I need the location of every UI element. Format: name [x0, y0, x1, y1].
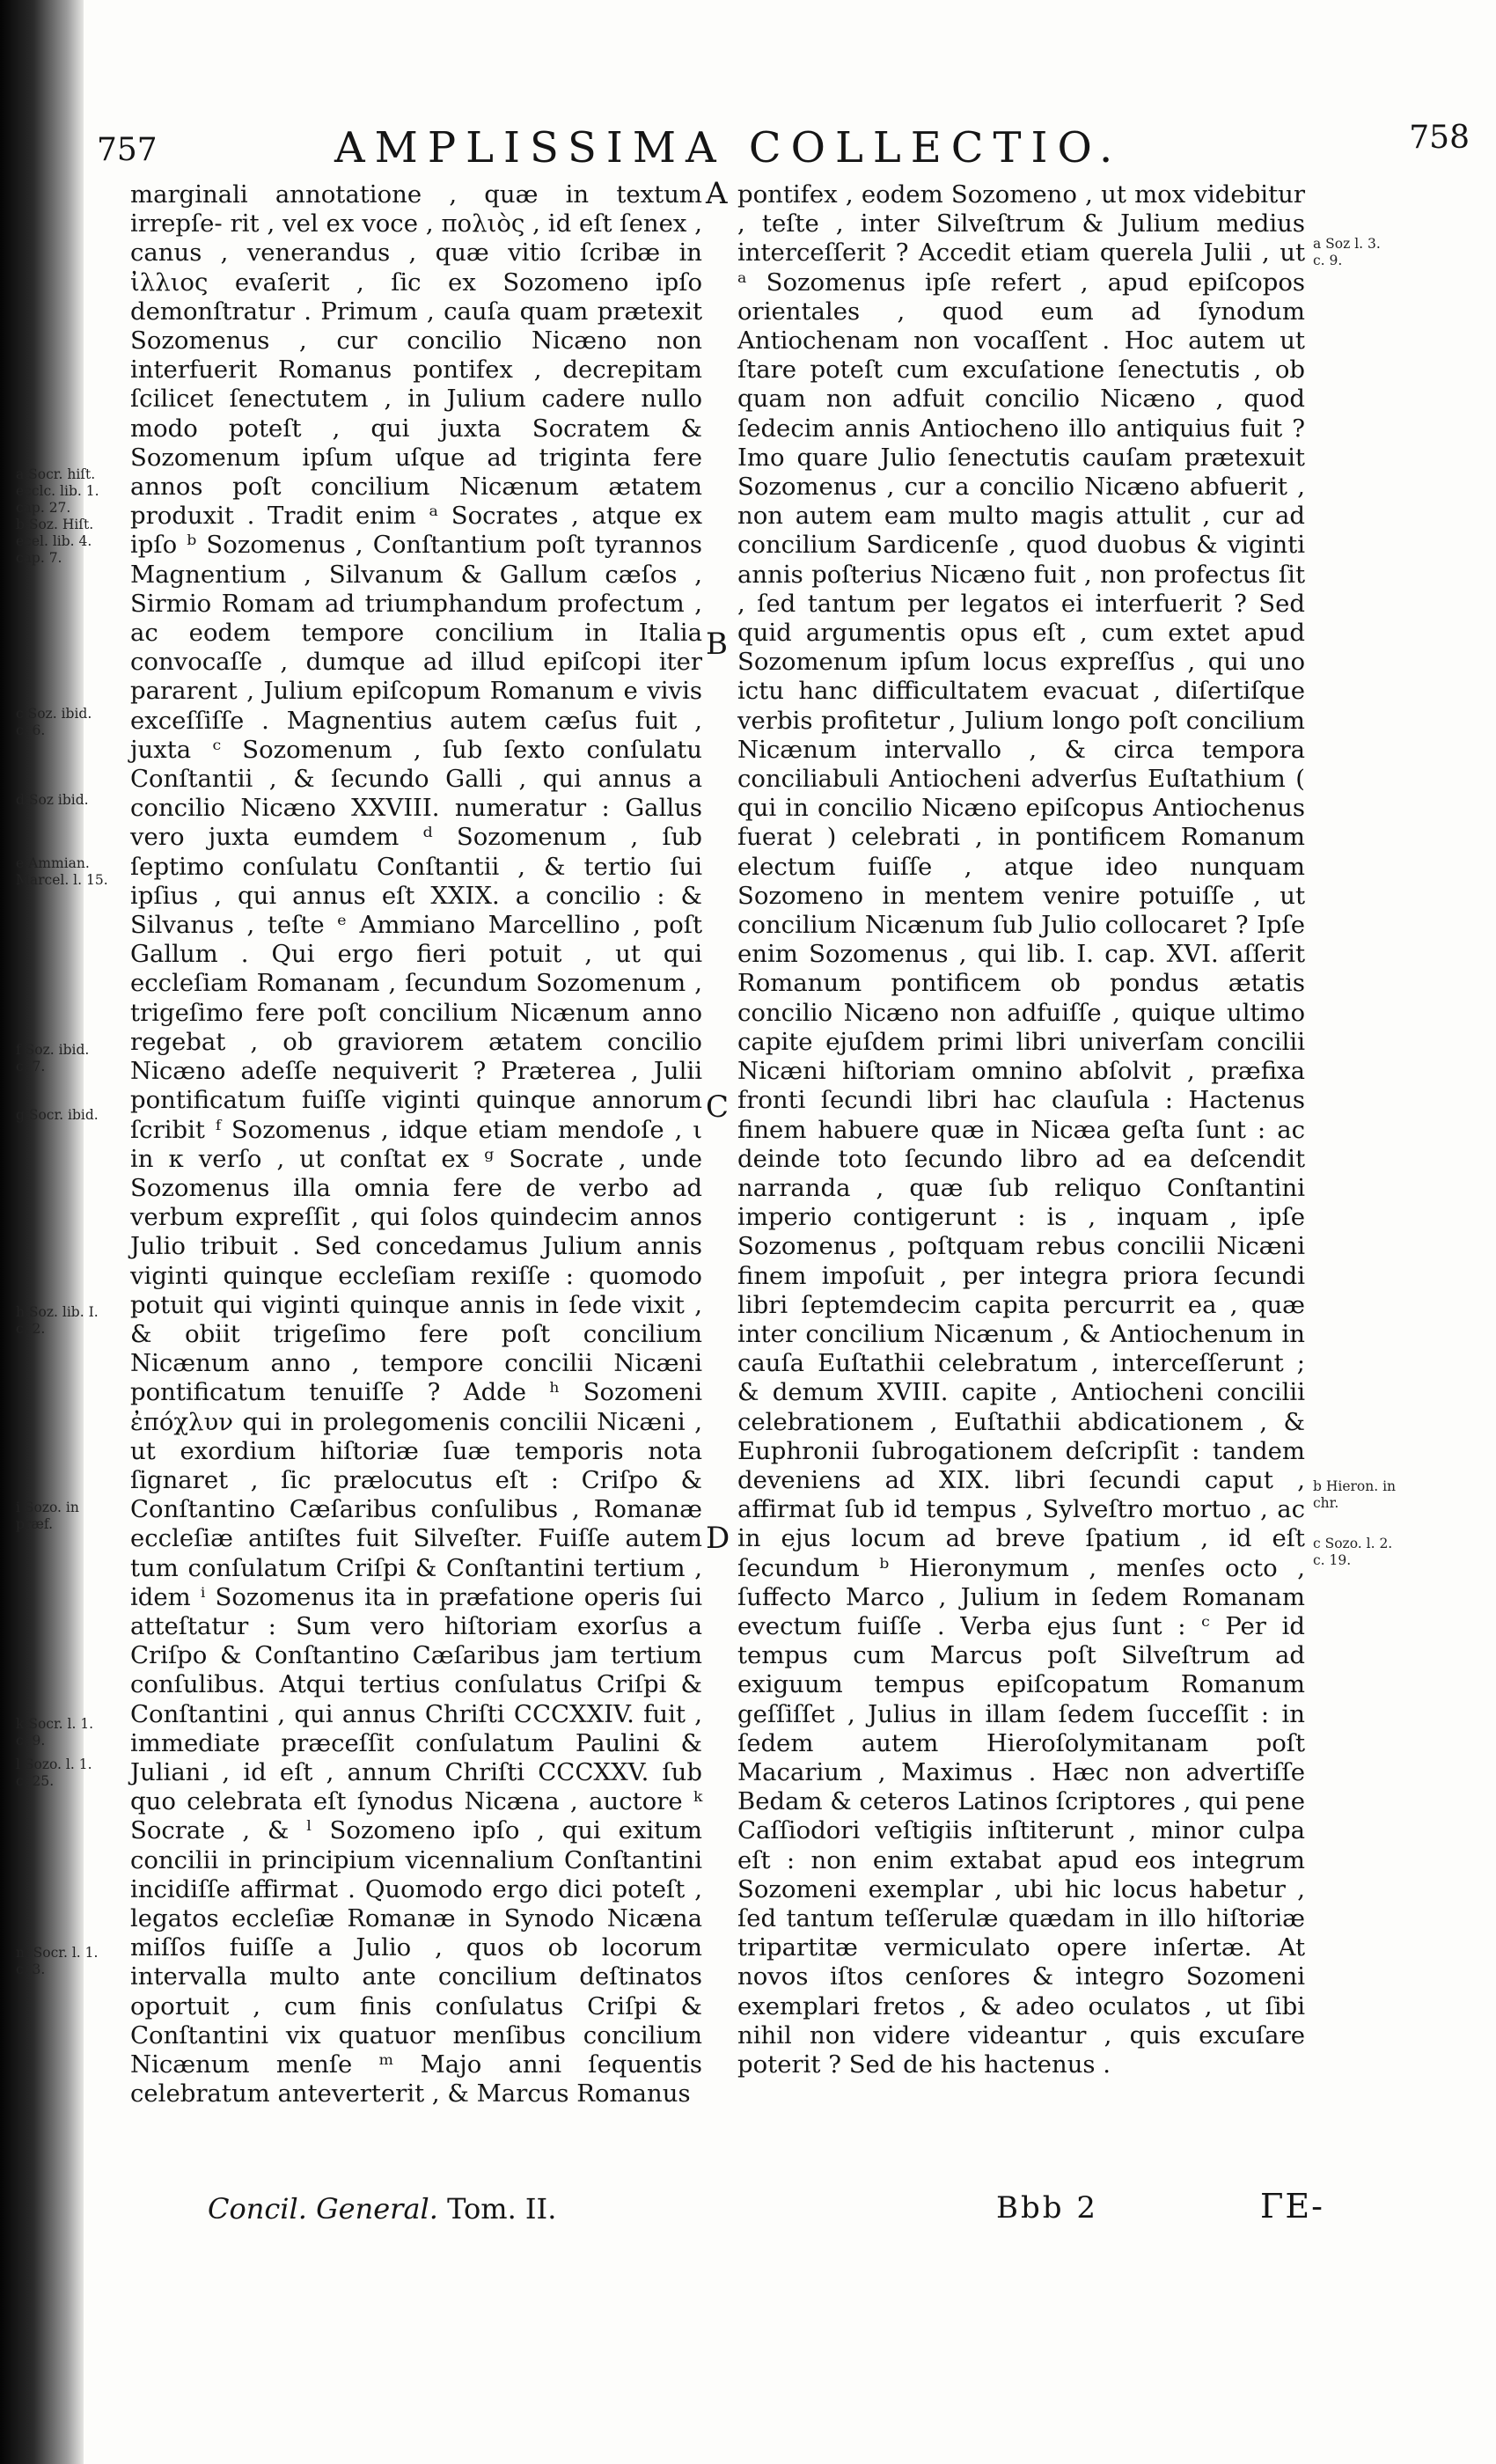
- footer-volume: Tom. II.: [447, 2192, 557, 2226]
- section-letter-d: D: [706, 1521, 730, 1556]
- margin-note: f Soz. ibid. c. 7.: [16, 1042, 90, 1074]
- margin-note: k Socr. l. 1. c. 9.: [16, 1716, 94, 1749]
- footer-reference: [208, 2192, 556, 2226]
- margin-note: h Soz. lib. I. c. 2.: [16, 1304, 99, 1337]
- section-letter-c: C: [706, 1089, 730, 1125]
- page-footer: [97, 2187, 1470, 2240]
- margin-note: d Soz ibid.: [16, 792, 89, 808]
- left-column: [130, 180, 702, 2108]
- margin-note: a Socr. hiſt. ecclc. lib. 1. cap. 27. b Soz. Hiſt. ecel. lib. 4. cap. 7.: [16, 466, 99, 566]
- margin-note: b Hieron. in chr.: [1313, 1478, 1397, 1511]
- margin-note: c Soz. ibid. c. 6.: [16, 706, 92, 738]
- signature-mark: Bbb 2: [996, 2190, 1098, 2226]
- section-letter-b: B: [706, 627, 728, 662]
- right-column: [737, 180, 1305, 2079]
- margin-note: c Sozo. l. 2. c. 19.: [1313, 1536, 1393, 1568]
- running-title: AMPLISSIMA COLLECTIO.: [334, 123, 1123, 172]
- footer-work-title: Concil. General.: [208, 2192, 438, 2226]
- left-page-number: 757: [97, 132, 158, 168]
- section-letter-a: A: [706, 176, 728, 211]
- right-page-number: 758: [1409, 120, 1470, 156]
- catchword: ΓΕ-: [1260, 2187, 1324, 2226]
- margin-note: l Sozo. l. 1. c. 25.: [16, 1756, 92, 1789]
- left-column-text: marginali annotatione , quæ in textum irrepſe- rit , vel ex voce , πολιὸς , id eſt ſenex , canus , venerandus , quæ vitio ſcribæ in ἰλλιος evaſerit , ſic ex Sozomeno ipſo demonſtratur . Primum , cauſa quam prætexit Sozomenus , cur concilio Nicæno non interfuerit Romanus pontifex , decrepitam ſcilicet ſenectutem , in Julium cadere nullo modo poteſt , qui juxta Socratem & Sozomenum ipſum uſque ad triginta fere annos poſt concilium Nicænum ætatem produxit . Tradit enim ᵃ Socrates , atque ex ipſo ᵇ Sozomenus , Conſtantium poſt tyrannos Magnentium , Silvanum & Gallum cæſos , Sirmio Romam ad triumphandum profectum , ac eodem tempore concilium in Italia convocaſſe , dumque ad illud epiſcopi iter pararent , Julium epiſcopum Romanum e vivis exceſſiſſe . Magnentius autem cæſus fuit , juxta ᶜ Sozomenum , ſub ſexto conſulatu Conſtantii , & ſecundo Galli , qui annus a concilio Nicæno XXVIII. numeratur : Gallus vero juxta eumdem ᵈ Sozomenum , ſub ſeptimo conſulatu Conſtantii , & tertio ſui ipſius , qui annus eſt XXIX. a concilio : & Silvanus , teſte ᵉ Ammiano Marcellino , poſt Gallum . Qui ergo fieri potuit , ut qui eccleſiam Romanam , ſecundum Sozomenum , trigeſimo fere poſt concilium Nicænum anno regebat , ob graviorem ætatem concilio Nicæno adeſſe nequiverit ? Præterea , Julii pontificatum fuiſſe viginti quinque annorum ſcribit ᶠ Sozomenus , idque etiam mendoſe , ι in κ verſo , ut conſtat ex ᵍ Socrate , unde Sozomenus illa omnia fere de verbo ad verbum expreſſit , qui ſolos quindecim annos Julio tribuit . Sed concedamus Julium annis viginti quinque eccleſiam rexiſſe : quomodo potuit qui viginti quinque annis in ſede vixit , & obiit trigeſimo fere poſt concilium Nicænum anno , tempore concilii Nicæni pontificatum tenuiſſe ? Adde ʰ Sozomeni ἐπόχλυν qui in prolegomenis concilii Nicæni , ut exordium hiſtoriæ ſuæ temporis nota ſignaret , ſic prælocutus eſt : Criſpo & Conſtantino Cæſaribus conſulibus , Romanæ eccleſiæ antiſtes fuit Silveſter. Fuiſſe autem tum conſulatum Criſpi & Conſtantini tertium , idem ⁱ Sozomenus ita in præfatione operis ſui atteſtatur : Sum vero hiſtoriam exorſus a Criſpo & Conſtantino Cæſaribus jam tertium conſulibus. Atqui tertius conſulatus Criſpi & Conſtantini , qui annus Chriſti CCCXXIV. fuit , immediate præceſſit conſulatum Paulini & Juliani , id eſt , annum Chriſti CCCXXV. ſub quo celebrata eſt ſynodus Nicæna , auctore ᵏ Socrate , & ˡ Sozomeno ipſo , qui exitum concilii in principium vicennalium Conſtantini incidiſſe affirmat . Quomodo ergo dici poteſt , legatos eccleſiæ Romanæ in Synodo Nicæna miſſos fuiſſe a Julio , quos ob locorum intervalla multo ante concilium deſtinatos oportuit , cum finis conſulatus Criſpi & Conſtantini vix quatuor menſibus concilium Nicænum menſe ᵐ Majo anni ſequentis celebratum anteverterit , & Marcus Romanus: [130, 180, 702, 2108]
- binding-shadow: [0, 0, 84, 2464]
- margin-note: a Soz l. 3. c. 9.: [1313, 236, 1381, 268]
- running-header: [97, 114, 1470, 176]
- margin-note: m Socr. l. 1. c. 3.: [16, 1945, 99, 1977]
- margin-note: i Sozo. in præf.: [16, 1500, 79, 1532]
- margin-note: g Socr. ibid.: [16, 1107, 99, 1123]
- margin-note: e Ammian. Marcel. l. 15.: [16, 855, 108, 888]
- right-column-text: pontifex , eodem Sozomeno , ut mox videbitur , teſte , inter Silveſtrum & Julium medius interceſſerit ? Accedit etiam querela Julii , ut ᵃ Sozomenus ipſe refert , apud epiſcopos orientales , quod eum ad ſynodum Antiochenam non vocaſſent . Hoc autem ut ſtare poteſt cum excuſatione ſenectutis , ob quam non adfuit concilio Nicæno , quod ſedecim annis Antiocheno illo antiquius fuit ? Imo quare Julio ſenectutis cauſam prætexuit Sozomenus , cur a concilio Nicæno abfuerit , non autem eam multo magis attulit , cur ad concilium Sardicenſe , quod duobus & viginti annis poſterius Nicæno fuit , non profectus ſit , ſed tantum per legatos ei interfuerit ? Sed quid argumentis opus eſt , cum extet apud Sozomenum ipſum locus expreſſus , qui uno ictu hanc difficultatem evacuat , diſertiſque verbis profitetur , Julium longo poſt concilium Nicænum intervallo , & circa tempora conciliabuli Antiocheni adverſus Euſtathium ( qui in concilio Nicæno epiſcopus Antiochenus fuerat ) celebrati , in pontificem Romanum electum fuiſſe , atque ideo nunquam Sozomeno in mentem venire potuiſſe , ut concilium Nicænum ſub Julio collocaret ? Ipſe enim Sozomenus , qui lib. I. cap. XVI. aſſerit Romanum pontificem ob pondus ætatis concilio Nicæno non adfuiſſe , quique ultimo capite ejuſdem primi libri univerſam concilii Nicæni hiſtoriam omnino abſolvit , præfixa fronti ſecundi libri hac clauſula : Hactenus finem habuere quæ in Nicæa geſta ſunt : ac deinde toto ſecundo libro ad ea deſcendit narranda , quæ ſub reliquo Conſtantini imperio contigerunt : is , inquam , ipſe Sozomenus , poſtquam rebus concilii Nicæni finem impoſuit , per integra priora ſecundi libri ſeptemdecim capita percurrit ea , quæ inter concilium Nicænum , & Antiochenum in cauſa Euſtathii celebratum , interceſſerunt ; & demum XVIII. capite , Antiocheni concilii celebrationem , Euſtathii abdicationem , & Euphronii ſubrogationem deſcripſit : tandem deveniens ad XIX. libri ſecundi caput , affirmat ſub id tempus , Sylveſtro mortuo , ac in ejus locum ad breve ſpatium , id eſt ſecundum ᵇ Hieronymum , menſes octo , ſuffecto Marco , Julium in ſedem Romanam evectum fuiſſe . Verba ejus ſunt : ᶜ Per id tempus cum Marcus poſt Silveſtrum ad exiguum tempus epiſcopatum Romanum geſſiſſet , Julius in illam ſedem ſucceſſit : in ſedem autem Hieroſolymitanam poſt Macarium , Maximus . Hæc non advertiſſe Bedam & ceteros Latinos ſcriptores , qui pene Caſſiodori veſtigiis inſtiterunt , minor culpa eſt : non enim extabat apud eos integrum Sozomeni exemplar , ubi hic locus habetur , ſed tantum teſſerulæ quædam in illo hiſtoriæ tripartitæ vermiculato opere inſertæ. At novos iſtos cenſores & integro Sozomeni exemplari fretos , & adeo oculatos , ut ſibi nihil non videre videantur , quis excuſare poterit ? Sed de his hactenus .: [737, 180, 1305, 2079]
